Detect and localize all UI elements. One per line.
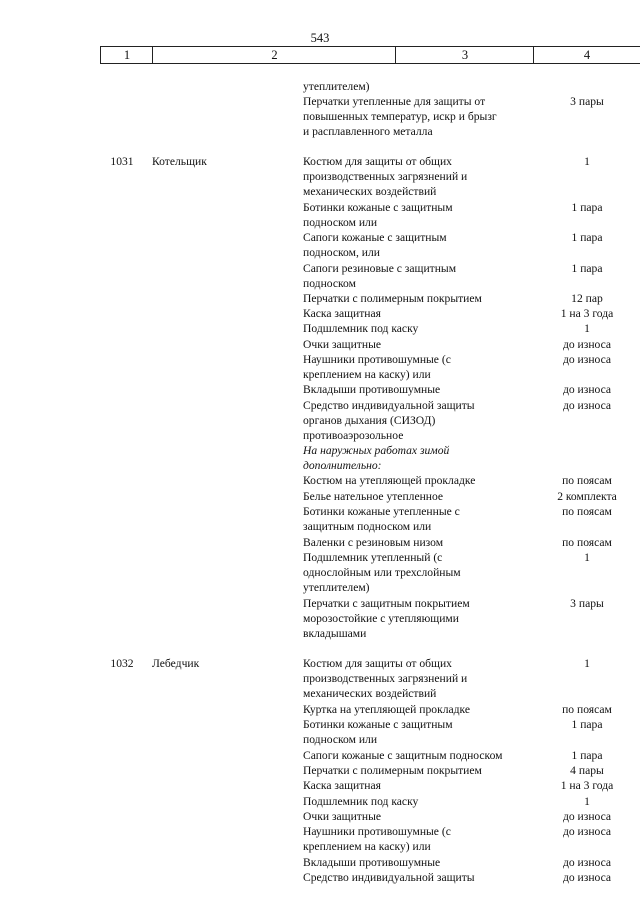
ppe-quantity: 2 комплекта [557, 490, 617, 503]
ppe-item: Ботинки кожаные с защитным [303, 201, 453, 214]
column-header-4: 4 [533, 47, 640, 63]
ppe-item: Сапоги резиновые с защитным [303, 262, 457, 275]
ppe-item: Очки защитные [303, 338, 382, 351]
ppe-item: Каска защитная [303, 779, 381, 792]
ppe-item: производственных загрязнений и [303, 672, 468, 685]
ppe-quantity: 1 [584, 795, 590, 808]
ppe-quantity: до износа [562, 871, 612, 884]
ppe-item: морозостойкие с утепляющими [303, 612, 459, 625]
ppe-item: Костюм для защиты от общих [303, 657, 452, 670]
ppe-item: подноском [303, 277, 356, 290]
ppe-item: Вкладыши противошумные [303, 856, 441, 869]
ppe-quantity: 1 пара [571, 201, 603, 214]
ppe-item: Перчатки с полимерным покрытием [303, 292, 482, 305]
ppe-item: вкладышами [303, 627, 367, 640]
ppe-item: Сапоги кожаные с защитным подноском [303, 749, 503, 762]
ppe-item: Куртка на утепляющей прокладке [303, 703, 471, 716]
ppe-item: однослойным или трехслойным [303, 566, 461, 579]
ppe-item: Наушники противошумные (с [303, 825, 451, 838]
ppe-item: Очки защитные [303, 810, 382, 823]
ppe-item: Подшлемник утепленный (с [303, 551, 443, 564]
profession-name: Котельщик [152, 155, 207, 168]
ppe-item: подноском, или [303, 246, 380, 259]
ppe-quantity: 1 [584, 155, 590, 168]
ppe-quantity: 3 пары [570, 597, 604, 610]
ppe-item: Костюм на утепляющей прокладке [303, 474, 476, 487]
row-number: 1032 [110, 657, 134, 670]
ppe-item: Подшлемник под каску [303, 322, 419, 335]
ppe-quantity: 1 на 3 года [560, 307, 614, 320]
ppe-item: Перчатки утепленные для защиты от [303, 95, 486, 108]
ppe-quantity: 1 [584, 322, 590, 335]
ppe-quantity: 1 пара [571, 749, 603, 762]
ppe-item: подноском или [303, 733, 378, 746]
ppe-item: утеплителем) [303, 80, 370, 93]
ppe-item: механических воздействий [303, 687, 437, 700]
row-number: 1031 [110, 155, 134, 168]
table-header-row [100, 46, 640, 64]
ppe-item: Сапоги кожаные с защитным [303, 231, 447, 244]
ppe-quantity: по поясам [562, 536, 612, 549]
ppe-item: креплением на каску) или [303, 840, 431, 853]
ppe-quantity: до износа [562, 399, 612, 412]
ppe-quantity: 1 пара [571, 262, 603, 275]
ppe-item: противоаэрозольное [303, 429, 404, 442]
ppe-quantity: по поясам [562, 703, 612, 716]
ppe-item: и расплавленного металла [303, 125, 433, 138]
ppe-item: Средство индивидуальной защиты [303, 871, 475, 884]
column-header-3: 3 [395, 47, 534, 63]
ppe-item: Белье нательное утепленное [303, 490, 444, 503]
ppe-item: Каска защитная [303, 307, 381, 320]
ppe-quantity: 1 [584, 657, 590, 670]
ppe-quantity: 3 пары [570, 95, 604, 108]
ppe-quantity: до износа [562, 810, 612, 823]
column-header-1: 1 [100, 47, 153, 63]
ppe-quantity: 1 на 3 года [560, 779, 614, 792]
ppe-item: Перчатки с полимерным покрытием [303, 764, 482, 777]
ppe-item: На наружных работах зимой [303, 444, 450, 457]
ppe-item: защитным подноском или [303, 520, 432, 533]
ppe-quantity: до износа [562, 825, 612, 838]
ppe-quantity: до износа [562, 338, 612, 351]
ppe-quantity: 4 пары [570, 764, 604, 777]
ppe-item: Наушники противошумные (с [303, 353, 451, 366]
ppe-item: повышенных температур, искр и брызг [303, 110, 497, 123]
page-number: 543 [310, 31, 330, 45]
column-header-2: 2 [152, 47, 396, 63]
ppe-quantity: до износа [562, 856, 612, 869]
ppe-quantity: до износа [562, 353, 612, 366]
ppe-quantity: до износа [562, 383, 612, 396]
ppe-quantity: 1 пара [571, 718, 603, 731]
ppe-item: подноском или [303, 216, 378, 229]
ppe-item: Средство индивидуальной защиты [303, 399, 475, 412]
ppe-item: Ботинки кожаные с защитным [303, 718, 453, 731]
ppe-item: органов дыхания (СИЗОД) [303, 414, 436, 427]
ppe-item: производственных загрязнений и [303, 170, 468, 183]
ppe-item: механических воздействий [303, 185, 437, 198]
ppe-item: утеплителем) [303, 581, 370, 594]
ppe-quantity: по поясам [562, 474, 612, 487]
ppe-item: Вкладыши противошумные [303, 383, 441, 396]
ppe-item: Костюм для защиты от общих [303, 155, 452, 168]
ppe-item: Валенки с резиновым низом [303, 536, 444, 549]
ppe-quantity: 12 пар [571, 292, 603, 305]
ppe-item: креплением на каску) или [303, 368, 431, 381]
ppe-item: Перчатки с защитным покрытием [303, 597, 470, 610]
ppe-quantity: 1 [584, 551, 590, 564]
ppe-item: Ботинки кожаные утепленные с [303, 505, 460, 518]
profession-name: Лебедчик [152, 657, 200, 670]
ppe-quantity: по поясам [562, 505, 612, 518]
ppe-item: дополнительно: [303, 459, 382, 472]
ppe-quantity: 1 пара [571, 231, 603, 244]
ppe-item: Подшлемник под каску [303, 795, 419, 808]
